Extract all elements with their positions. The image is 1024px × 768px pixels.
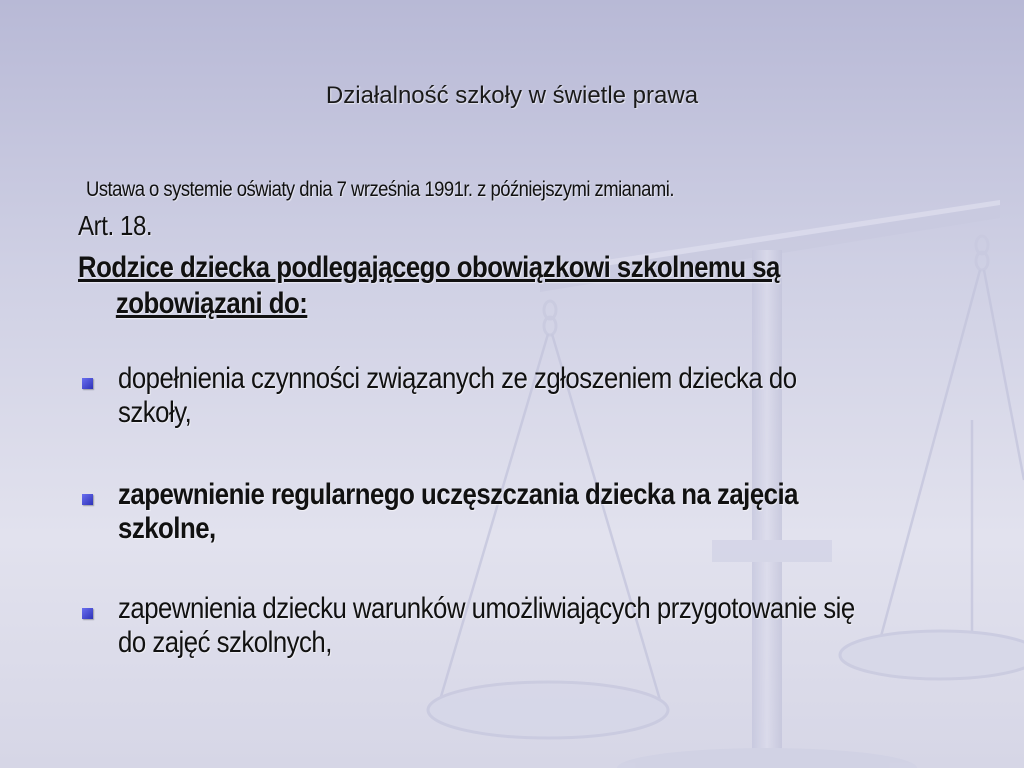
- lead-line-2: zobowiązani do:: [115, 287, 308, 320]
- list-item: [78, 592, 1024, 660]
- bullet-line-2: szkolne,: [118, 512, 216, 545]
- list-item: [78, 478, 1024, 546]
- square-bullet-icon: [82, 378, 93, 389]
- article-number: Art. 18.: [78, 210, 153, 241]
- lead-text: [78, 250, 878, 322]
- bullet-line-1: dopełnienia czynności związanych ze zgłoszeniem dziecka do: [118, 362, 797, 395]
- list-item: [78, 362, 1024, 430]
- bullet-line-1: zapewnienia dziecku warunków umożliwiających przygotowanie się: [118, 592, 855, 625]
- bullet-line-2: do zajęć szkolnych,: [118, 626, 332, 659]
- slide-title: Działalność szkoły w świetle prawa: [325, 82, 699, 109]
- lead-line-1: Rodzice dziecka podlegającego obowiązkowi szkolnemu są: [78, 251, 780, 284]
- square-bullet-icon: [82, 608, 93, 619]
- bullet-line-2: szkoły,: [118, 396, 192, 429]
- law-source: Ustawa o systemie oświaty dnia 7 września 1991r. z późniejszymi zmianami.: [86, 178, 674, 201]
- bullet-line-1: zapewnienie regularnego uczęszczania dziecka na zajęcia: [118, 478, 798, 511]
- square-bullet-icon: [82, 494, 93, 505]
